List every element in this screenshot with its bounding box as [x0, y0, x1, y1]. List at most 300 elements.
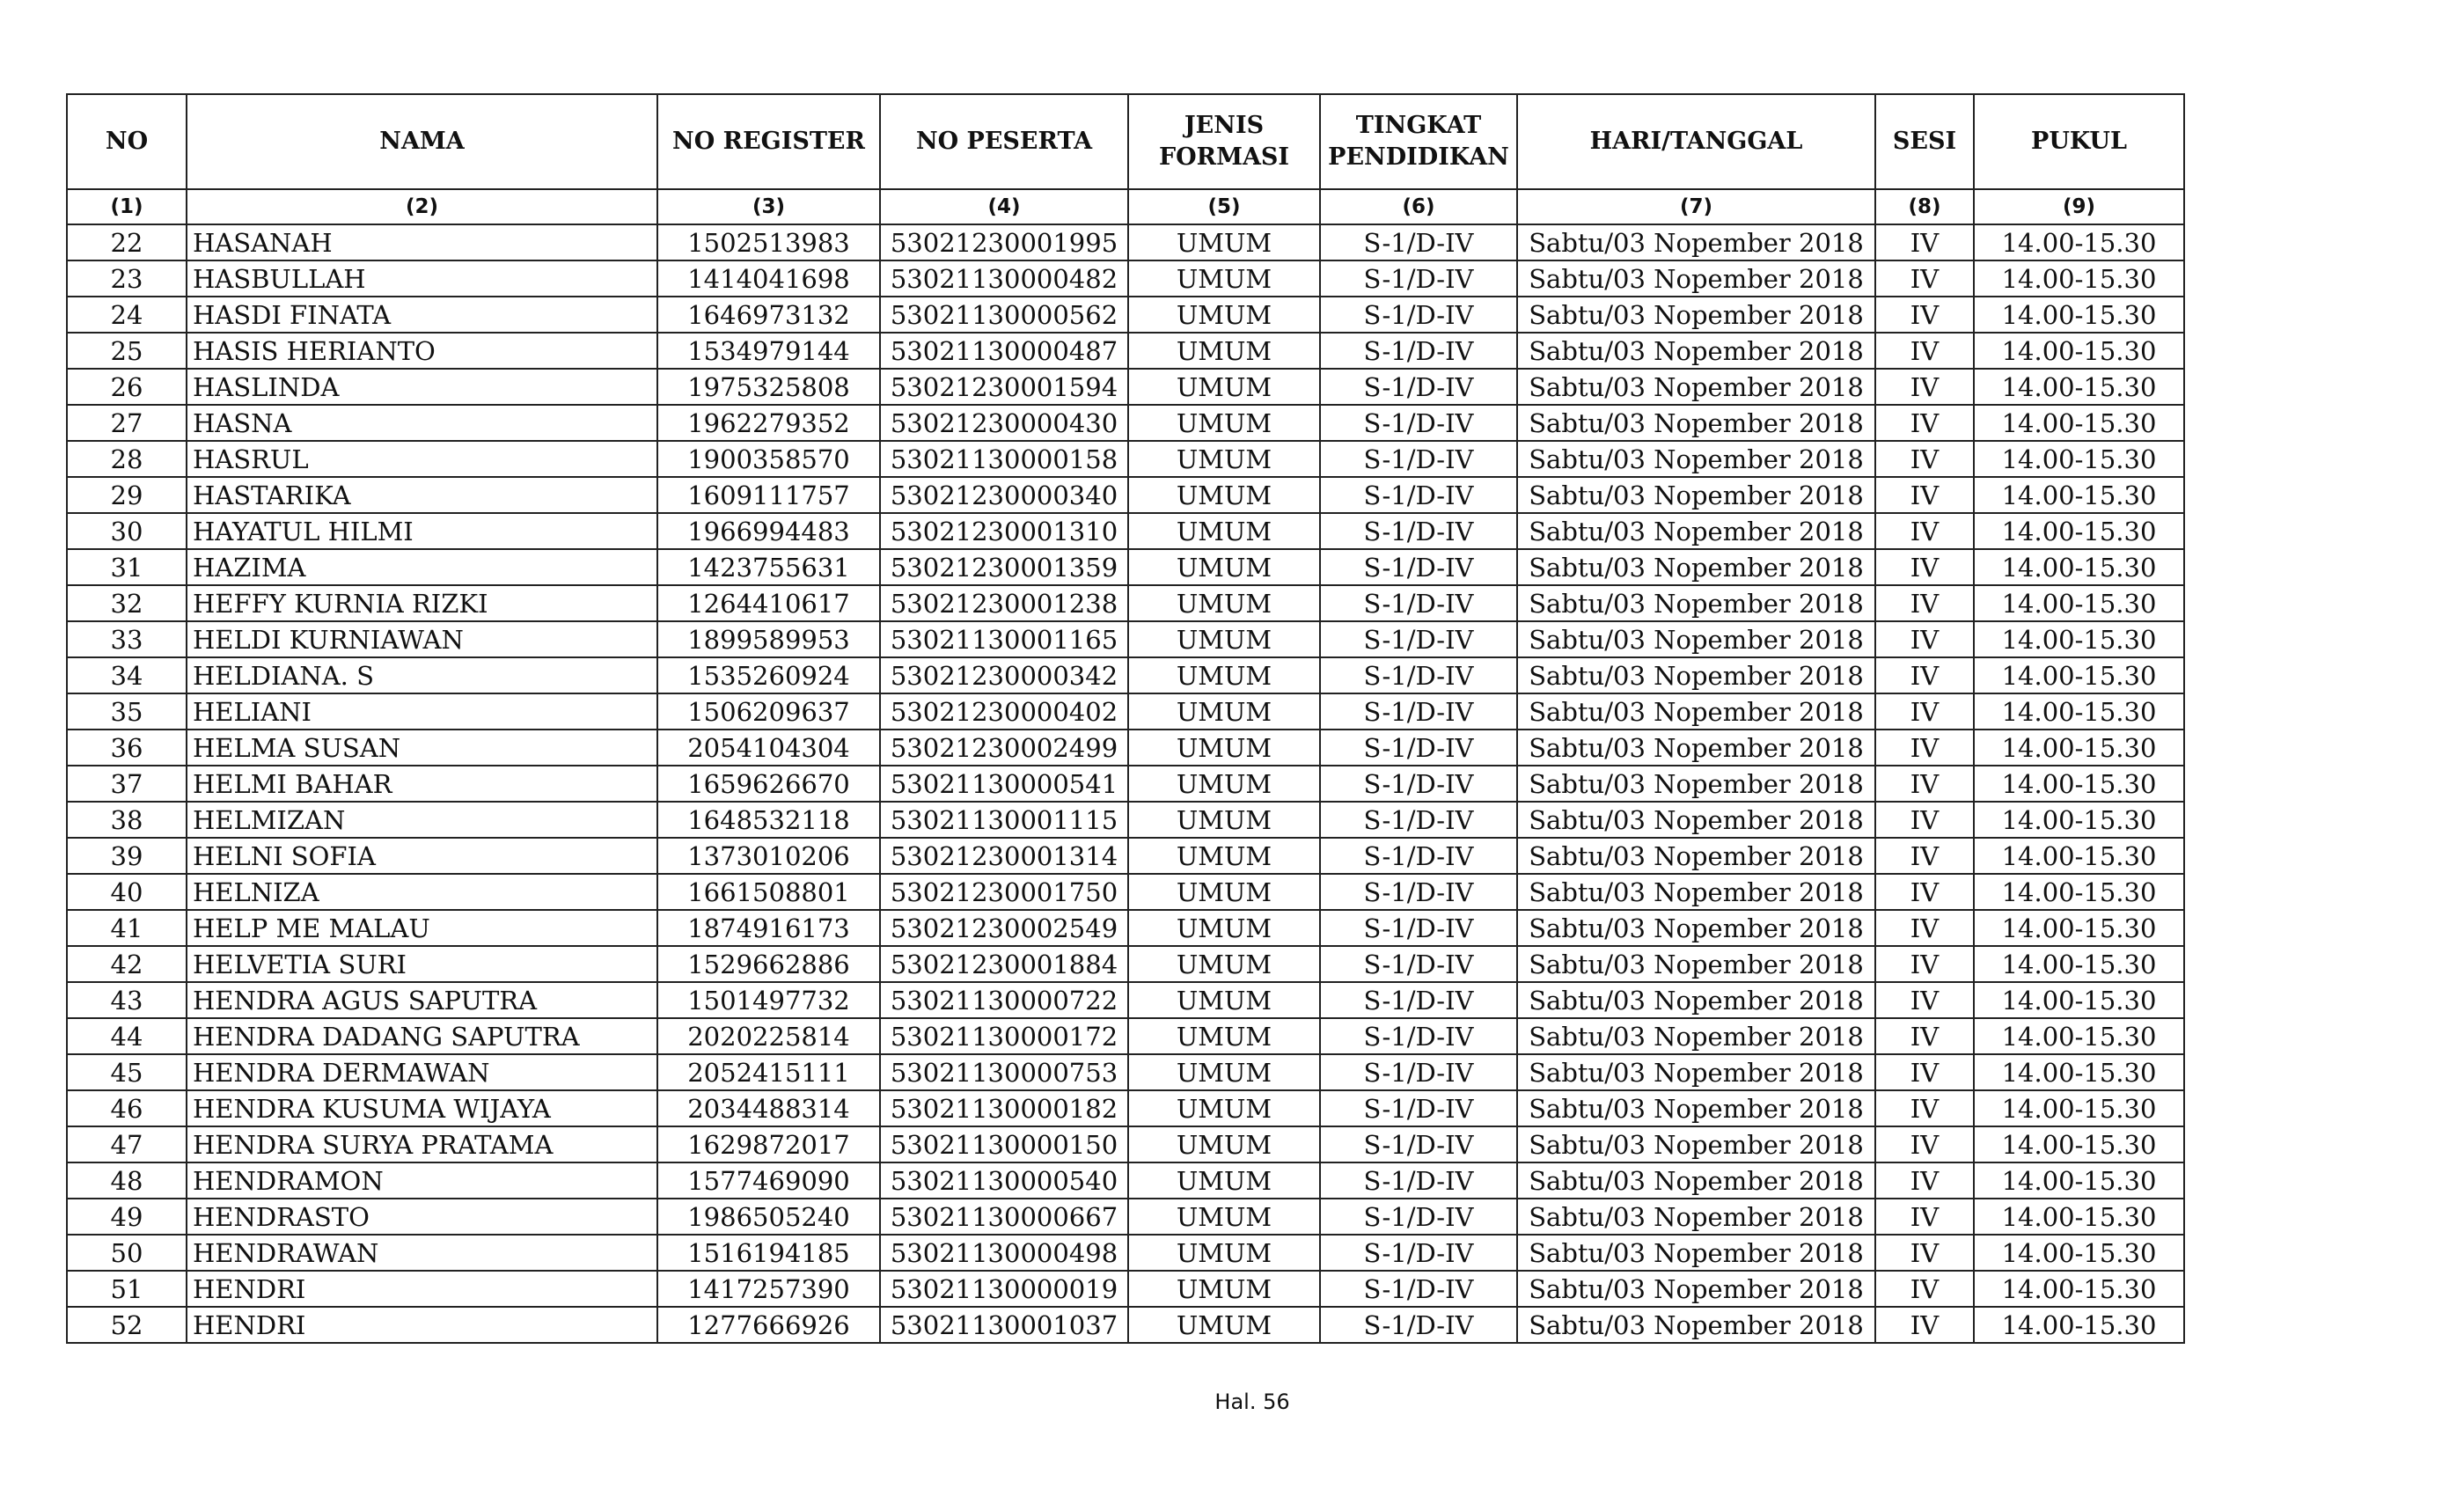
cell-jenis-formasi: UMUM [1128, 1235, 1320, 1271]
participant-schedule-table [66, 93, 2185, 1344]
table-row [67, 982, 2184, 1018]
cell-tingkat-pendidikan: S-1/D-IV [1320, 1162, 1517, 1199]
column-number: (3) [657, 189, 880, 224]
cell-no-register: 1417257390 [657, 1271, 880, 1307]
cell-no: 24 [67, 297, 187, 333]
cell-pukul: 14.00-15.30 [1974, 657, 2184, 693]
cell-tingkat-pendidikan: S-1/D-IV [1320, 260, 1517, 297]
cell-pukul: 14.00-15.30 [1974, 621, 2184, 657]
cell-no-register: 1502513983 [657, 224, 880, 260]
cell-sesi: IV [1875, 693, 1974, 730]
column-number: (7) [1517, 189, 1875, 224]
cell-sesi: IV [1875, 260, 1974, 297]
cell-hari-tanggal: Sabtu/03 Nopember 2018 [1517, 441, 1875, 477]
table-row [67, 1054, 2184, 1090]
cell-no-peserta: 53021230001238 [880, 585, 1128, 621]
cell-no-register: 1629872017 [657, 1126, 880, 1162]
cell-nama: HENDRASTO [187, 1199, 657, 1235]
cell-jenis-formasi: UMUM [1128, 333, 1320, 369]
cell-tingkat-pendidikan: S-1/D-IV [1320, 441, 1517, 477]
cell-no-peserta: 53021130000172 [880, 1018, 1128, 1054]
cell-no: 47 [67, 1126, 187, 1162]
table-row [67, 549, 2184, 585]
cell-no-peserta: 53021130001165 [880, 621, 1128, 657]
cell-no-register: 1577469090 [657, 1162, 880, 1199]
cell-hari-tanggal: Sabtu/03 Nopember 2018 [1517, 585, 1875, 621]
cell-tingkat-pendidikan: S-1/D-IV [1320, 1271, 1517, 1307]
cell-jenis-formasi: UMUM [1128, 405, 1320, 441]
table-row [67, 657, 2184, 693]
cell-no-peserta: 53021130000562 [880, 297, 1128, 333]
cell-hari-tanggal: Sabtu/03 Nopember 2018 [1517, 405, 1875, 441]
cell-tingkat-pendidikan: S-1/D-IV [1320, 838, 1517, 874]
cell-hari-tanggal: Sabtu/03 Nopember 2018 [1517, 369, 1875, 405]
cell-nama: HENDRA DERMAWAN [187, 1054, 657, 1090]
cell-pukul: 14.00-15.30 [1974, 946, 2184, 982]
cell-sesi: IV [1875, 838, 1974, 874]
cell-tingkat-pendidikan: S-1/D-IV [1320, 982, 1517, 1018]
cell-no-register: 2052415111 [657, 1054, 880, 1090]
cell-hari-tanggal: Sabtu/03 Nopember 2018 [1517, 766, 1875, 802]
cell-jenis-formasi: UMUM [1128, 369, 1320, 405]
cell-jenis-formasi: UMUM [1128, 657, 1320, 693]
cell-no-peserta: 53021230001594 [880, 369, 1128, 405]
cell-no-register: 1646973132 [657, 297, 880, 333]
cell-hari-tanggal: Sabtu/03 Nopember 2018 [1517, 224, 1875, 260]
cell-nama: HENDRA KUSUMA WIJAYA [187, 1090, 657, 1126]
cell-pukul: 14.00-15.30 [1974, 766, 2184, 802]
cell-hari-tanggal: Sabtu/03 Nopember 2018 [1517, 513, 1875, 549]
cell-nama: HELVETIA SURI [187, 946, 657, 982]
cell-no-peserta: 53021230001750 [880, 874, 1128, 910]
cell-no-register: 1899589953 [657, 621, 880, 657]
table-row [67, 260, 2184, 297]
cell-hari-tanggal: Sabtu/03 Nopember 2018 [1517, 1054, 1875, 1090]
cell-no: 32 [67, 585, 187, 621]
cell-sesi: IV [1875, 730, 1974, 766]
cell-jenis-formasi: UMUM [1128, 549, 1320, 585]
table-row [67, 1271, 2184, 1307]
cell-no-register: 2054104304 [657, 730, 880, 766]
cell-no-register: 1516194185 [657, 1235, 880, 1271]
cell-nama: HELDIANA. S [187, 657, 657, 693]
cell-sesi: IV [1875, 802, 1974, 838]
cell-no-register: 1975325808 [657, 369, 880, 405]
cell-no-register: 1534979144 [657, 333, 880, 369]
cell-nama: HELMI BAHAR [187, 766, 657, 802]
cell-no: 46 [67, 1090, 187, 1126]
cell-no: 41 [67, 910, 187, 946]
cell-no: 51 [67, 1271, 187, 1307]
cell-no-register: 1962279352 [657, 405, 880, 441]
cell-no: 22 [67, 224, 187, 260]
cell-pukul: 14.00-15.30 [1974, 910, 2184, 946]
cell-hari-tanggal: Sabtu/03 Nopember 2018 [1517, 621, 1875, 657]
column-number: (9) [1974, 189, 2184, 224]
cell-jenis-formasi: UMUM [1128, 621, 1320, 657]
cell-sesi: IV [1875, 766, 1974, 802]
cell-hari-tanggal: Sabtu/03 Nopember 2018 [1517, 693, 1875, 730]
cell-nama: HASTARIKA [187, 477, 657, 513]
cell-sesi: IV [1875, 1018, 1974, 1054]
cell-no-register: 1661508801 [657, 874, 880, 910]
cell-no: 37 [67, 766, 187, 802]
cell-jenis-formasi: UMUM [1128, 224, 1320, 260]
cell-nama: HELP ME MALAU [187, 910, 657, 946]
cell-sesi: IV [1875, 1162, 1974, 1199]
cell-pukul: 14.00-15.30 [1974, 333, 2184, 369]
cell-pukul: 14.00-15.30 [1974, 1271, 2184, 1307]
cell-nama: HASDI FINATA [187, 297, 657, 333]
cell-pukul: 14.00-15.30 [1974, 1054, 2184, 1090]
header-pukul: PUKUL [1974, 94, 2184, 189]
cell-nama: HELNIZA [187, 874, 657, 910]
cell-jenis-formasi: UMUM [1128, 260, 1320, 297]
cell-sesi: IV [1875, 369, 1974, 405]
cell-no: 34 [67, 657, 187, 693]
cell-no: 39 [67, 838, 187, 874]
cell-no-peserta: 53021130001115 [880, 802, 1128, 838]
cell-sesi: IV [1875, 224, 1974, 260]
cell-sesi: IV [1875, 874, 1974, 910]
cell-tingkat-pendidikan: S-1/D-IV [1320, 297, 1517, 333]
column-number-row [67, 189, 2184, 224]
cell-pukul: 14.00-15.30 [1974, 513, 2184, 549]
cell-no-peserta: 53021130000482 [880, 260, 1128, 297]
cell-no: 28 [67, 441, 187, 477]
cell-no: 29 [67, 477, 187, 513]
cell-jenis-formasi: UMUM [1128, 802, 1320, 838]
cell-tingkat-pendidikan: S-1/D-IV [1320, 513, 1517, 549]
cell-tingkat-pendidikan: S-1/D-IV [1320, 693, 1517, 730]
cell-no-peserta: 53021230002499 [880, 730, 1128, 766]
cell-no-peserta: 53021230001314 [880, 838, 1128, 874]
cell-no-peserta: 53021230002549 [880, 910, 1128, 946]
table-row [67, 477, 2184, 513]
cell-no-register: 1659626670 [657, 766, 880, 802]
table-row [67, 441, 2184, 477]
cell-sesi: IV [1875, 1054, 1974, 1090]
table-row [67, 946, 2184, 982]
cell-no-register: 1609111757 [657, 477, 880, 513]
cell-no-peserta: 53021130000540 [880, 1162, 1128, 1199]
cell-nama: HENDRI [187, 1307, 657, 1343]
cell-no-peserta: 53021130000182 [880, 1090, 1128, 1126]
cell-hari-tanggal: Sabtu/03 Nopember 2018 [1517, 549, 1875, 585]
table-row [67, 838, 2184, 874]
cell-sesi: IV [1875, 946, 1974, 982]
cell-pukul: 14.00-15.30 [1974, 1018, 2184, 1054]
header-row [67, 94, 2184, 189]
table-row [67, 224, 2184, 260]
header-jenis-formasi: JENIS FORMASI [1128, 94, 1320, 189]
header-nama: NAMA [187, 94, 657, 189]
table-row [67, 910, 2184, 946]
cell-hari-tanggal: Sabtu/03 Nopember 2018 [1517, 1199, 1875, 1235]
column-number: (1) [67, 189, 187, 224]
cell-no: 30 [67, 513, 187, 549]
table-row [67, 369, 2184, 405]
cell-no-register: 1648532118 [657, 802, 880, 838]
cell-nama: HAYATUL HILMI [187, 513, 657, 549]
cell-nama: HEFFY KURNIA RIZKI [187, 585, 657, 621]
cell-hari-tanggal: Sabtu/03 Nopember 2018 [1517, 946, 1875, 982]
cell-tingkat-pendidikan: S-1/D-IV [1320, 333, 1517, 369]
cell-tingkat-pendidikan: S-1/D-IV [1320, 1199, 1517, 1235]
cell-no: 44 [67, 1018, 187, 1054]
cell-no-peserta: 53021230001359 [880, 549, 1128, 585]
cell-no-register: 1986505240 [657, 1199, 880, 1235]
cell-nama: HELIANI [187, 693, 657, 730]
cell-no-peserta: 53021130000753 [880, 1054, 1128, 1090]
cell-pukul: 14.00-15.30 [1974, 369, 2184, 405]
cell-jenis-formasi: UMUM [1128, 982, 1320, 1018]
cell-nama: HENDRAWAN [187, 1235, 657, 1271]
cell-sesi: IV [1875, 1199, 1974, 1235]
cell-no-peserta: 53021230000402 [880, 693, 1128, 730]
table-row [67, 333, 2184, 369]
cell-nama: HENDRA DADANG SAPUTRA [187, 1018, 657, 1054]
cell-pukul: 14.00-15.30 [1974, 477, 2184, 513]
cell-jenis-formasi: UMUM [1128, 693, 1320, 730]
cell-sesi: IV [1875, 513, 1974, 549]
table-row [67, 405, 2184, 441]
cell-sesi: IV [1875, 982, 1974, 1018]
cell-no: 40 [67, 874, 187, 910]
cell-pukul: 14.00-15.30 [1974, 260, 2184, 297]
cell-sesi: IV [1875, 1126, 1974, 1162]
cell-hari-tanggal: Sabtu/03 Nopember 2018 [1517, 477, 1875, 513]
cell-jenis-formasi: UMUM [1128, 297, 1320, 333]
header-hari-tanggal: HARI/TANGGAL [1517, 94, 1875, 189]
cell-sesi: IV [1875, 621, 1974, 657]
cell-tingkat-pendidikan: S-1/D-IV [1320, 766, 1517, 802]
cell-nama: HENDRA SURYA PRATAMA [187, 1126, 657, 1162]
cell-no: 33 [67, 621, 187, 657]
cell-tingkat-pendidikan: S-1/D-IV [1320, 549, 1517, 585]
cell-hari-tanggal: Sabtu/03 Nopember 2018 [1517, 1090, 1875, 1126]
cell-hari-tanggal: Sabtu/03 Nopember 2018 [1517, 297, 1875, 333]
cell-hari-tanggal: Sabtu/03 Nopember 2018 [1517, 260, 1875, 297]
cell-pukul: 14.00-15.30 [1974, 838, 2184, 874]
cell-nama: HASRUL [187, 441, 657, 477]
cell-sesi: IV [1875, 585, 1974, 621]
cell-sesi: IV [1875, 477, 1974, 513]
cell-sesi: IV [1875, 1090, 1974, 1126]
table-body [67, 224, 2184, 1343]
column-number: (2) [187, 189, 657, 224]
cell-sesi: IV [1875, 297, 1974, 333]
cell-pukul: 14.00-15.30 [1974, 874, 2184, 910]
cell-nama: HELMA SUSAN [187, 730, 657, 766]
cell-tingkat-pendidikan: S-1/D-IV [1320, 369, 1517, 405]
cell-no: 31 [67, 549, 187, 585]
cell-no-peserta: 53021130000158 [880, 441, 1128, 477]
cell-pukul: 14.00-15.30 [1974, 297, 2184, 333]
cell-no-register: 2020225814 [657, 1018, 880, 1054]
cell-tingkat-pendidikan: S-1/D-IV [1320, 585, 1517, 621]
cell-no: 48 [67, 1162, 187, 1199]
cell-no-register: 1501497732 [657, 982, 880, 1018]
cell-tingkat-pendidikan: S-1/D-IV [1320, 1054, 1517, 1090]
cell-hari-tanggal: Sabtu/03 Nopember 2018 [1517, 333, 1875, 369]
cell-no-peserta: 53021230000430 [880, 405, 1128, 441]
cell-nama: HENDRI [187, 1271, 657, 1307]
cell-tingkat-pendidikan: S-1/D-IV [1320, 621, 1517, 657]
cell-pukul: 14.00-15.30 [1974, 224, 2184, 260]
cell-nama: HENDRA AGUS SAPUTRA [187, 982, 657, 1018]
cell-tingkat-pendidikan: S-1/D-IV [1320, 946, 1517, 982]
table-row [67, 1199, 2184, 1235]
cell-hari-tanggal: Sabtu/03 Nopember 2018 [1517, 1126, 1875, 1162]
cell-tingkat-pendidikan: S-1/D-IV [1320, 477, 1517, 513]
participant-table-container [66, 93, 2185, 1344]
table-row [67, 513, 2184, 549]
cell-jenis-formasi: UMUM [1128, 1054, 1320, 1090]
cell-nama: HENDRAMON [187, 1162, 657, 1199]
table-row [67, 730, 2184, 766]
table-row [67, 1235, 2184, 1271]
cell-tingkat-pendidikan: S-1/D-IV [1320, 224, 1517, 260]
header-no: NO [67, 94, 187, 189]
cell-hari-tanggal: Sabtu/03 Nopember 2018 [1517, 1235, 1875, 1271]
cell-sesi: IV [1875, 549, 1974, 585]
cell-pukul: 14.00-15.30 [1974, 585, 2184, 621]
cell-no-peserta: 53021130000667 [880, 1199, 1128, 1235]
cell-no: 52 [67, 1307, 187, 1343]
cell-no-peserta: 53021130000487 [880, 333, 1128, 369]
table-row [67, 1126, 2184, 1162]
cell-jenis-formasi: UMUM [1128, 910, 1320, 946]
cell-no: 49 [67, 1199, 187, 1235]
header-sesi: SESI [1875, 94, 1974, 189]
cell-no: 25 [67, 333, 187, 369]
cell-no-peserta: 53021130001037 [880, 1307, 1128, 1343]
cell-jenis-formasi: UMUM [1128, 1126, 1320, 1162]
cell-sesi: IV [1875, 333, 1974, 369]
cell-pukul: 14.00-15.30 [1974, 802, 2184, 838]
cell-jenis-formasi: UMUM [1128, 1018, 1320, 1054]
cell-no-peserta: 53021130000150 [880, 1126, 1128, 1162]
cell-no-peserta: 53021230001995 [880, 224, 1128, 260]
cell-tingkat-pendidikan: S-1/D-IV [1320, 1126, 1517, 1162]
cell-sesi: IV [1875, 1235, 1974, 1271]
cell-nama: HELNI SOFIA [187, 838, 657, 874]
cell-sesi: IV [1875, 1307, 1974, 1343]
table-row [67, 766, 2184, 802]
table-row [67, 1162, 2184, 1199]
cell-no-register: 1529662886 [657, 946, 880, 982]
cell-nama: HASANAH [187, 224, 657, 260]
table-row [67, 621, 2184, 657]
cell-pukul: 14.00-15.30 [1974, 982, 2184, 1018]
cell-jenis-formasi: UMUM [1128, 838, 1320, 874]
cell-no-register: 1414041698 [657, 260, 880, 297]
table-row [67, 802, 2184, 838]
cell-sesi: IV [1875, 405, 1974, 441]
cell-nama: HELMIZAN [187, 802, 657, 838]
table-row [67, 693, 2184, 730]
cell-no: 36 [67, 730, 187, 766]
cell-hari-tanggal: Sabtu/03 Nopember 2018 [1517, 730, 1875, 766]
cell-jenis-formasi: UMUM [1128, 874, 1320, 910]
cell-nama: HASIS HERIANTO [187, 333, 657, 369]
cell-tingkat-pendidikan: S-1/D-IV [1320, 1090, 1517, 1126]
cell-pukul: 14.00-15.30 [1974, 1090, 2184, 1126]
cell-pukul: 14.00-15.30 [1974, 1307, 2184, 1343]
cell-no-register: 1900358570 [657, 441, 880, 477]
cell-sesi: IV [1875, 657, 1974, 693]
cell-hari-tanggal: Sabtu/03 Nopember 2018 [1517, 802, 1875, 838]
cell-jenis-formasi: UMUM [1128, 1162, 1320, 1199]
table-row [67, 585, 2184, 621]
cell-no: 26 [67, 369, 187, 405]
header-tingkat-pendidikan: TINGKAT PENDIDIKAN [1320, 94, 1517, 189]
table-row [67, 1307, 2184, 1343]
cell-tingkat-pendidikan: S-1/D-IV [1320, 910, 1517, 946]
cell-no-register: 1874916173 [657, 910, 880, 946]
cell-no: 43 [67, 982, 187, 1018]
table-row [67, 1090, 2184, 1126]
cell-jenis-formasi: UMUM [1128, 730, 1320, 766]
cell-hari-tanggal: Sabtu/03 Nopember 2018 [1517, 910, 1875, 946]
cell-no-peserta: 53021230001884 [880, 946, 1128, 982]
cell-nama: HASBULLAH [187, 260, 657, 297]
cell-no-register: 1277666926 [657, 1307, 880, 1343]
cell-hari-tanggal: Sabtu/03 Nopember 2018 [1517, 1018, 1875, 1054]
cell-pukul: 14.00-15.30 [1974, 405, 2184, 441]
cell-no-peserta: 53021130000019 [880, 1271, 1128, 1307]
cell-pukul: 14.00-15.30 [1974, 1162, 2184, 1199]
cell-tingkat-pendidikan: S-1/D-IV [1320, 405, 1517, 441]
cell-pukul: 14.00-15.30 [1974, 1235, 2184, 1271]
column-number: (4) [880, 189, 1128, 224]
cell-pukul: 14.00-15.30 [1974, 1199, 2184, 1235]
page-number: Hal. 56 [1214, 1390, 1290, 1414]
cell-nama: HASLINDA [187, 369, 657, 405]
cell-jenis-formasi: UMUM [1128, 1271, 1320, 1307]
cell-hari-tanggal: Sabtu/03 Nopember 2018 [1517, 1271, 1875, 1307]
column-number: (5) [1128, 189, 1320, 224]
cell-tingkat-pendidikan: S-1/D-IV [1320, 802, 1517, 838]
cell-nama: HASNA [187, 405, 657, 441]
cell-pukul: 14.00-15.30 [1974, 693, 2184, 730]
cell-tingkat-pendidikan: S-1/D-IV [1320, 1307, 1517, 1343]
cell-jenis-formasi: UMUM [1128, 1090, 1320, 1126]
cell-no-peserta: 53021130000541 [880, 766, 1128, 802]
cell-tingkat-pendidikan: S-1/D-IV [1320, 657, 1517, 693]
header-no-register: NO REGISTER [657, 94, 880, 189]
cell-sesi: IV [1875, 1271, 1974, 1307]
cell-no: 35 [67, 693, 187, 730]
cell-hari-tanggal: Sabtu/03 Nopember 2018 [1517, 1162, 1875, 1199]
table-row [67, 297, 2184, 333]
cell-no: 42 [67, 946, 187, 982]
cell-jenis-formasi: UMUM [1128, 441, 1320, 477]
cell-no-register: 1535260924 [657, 657, 880, 693]
cell-no: 38 [67, 802, 187, 838]
cell-hari-tanggal: Sabtu/03 Nopember 2018 [1517, 657, 1875, 693]
cell-no-peserta: 53021230000340 [880, 477, 1128, 513]
cell-no-register: 1373010206 [657, 838, 880, 874]
cell-hari-tanggal: Sabtu/03 Nopember 2018 [1517, 1307, 1875, 1343]
cell-pukul: 14.00-15.30 [1974, 730, 2184, 766]
cell-no-register: 1423755631 [657, 549, 880, 585]
cell-no-register: 2034488314 [657, 1090, 880, 1126]
cell-jenis-formasi: UMUM [1128, 585, 1320, 621]
cell-hari-tanggal: Sabtu/03 Nopember 2018 [1517, 874, 1875, 910]
cell-no-peserta: 53021230000342 [880, 657, 1128, 693]
